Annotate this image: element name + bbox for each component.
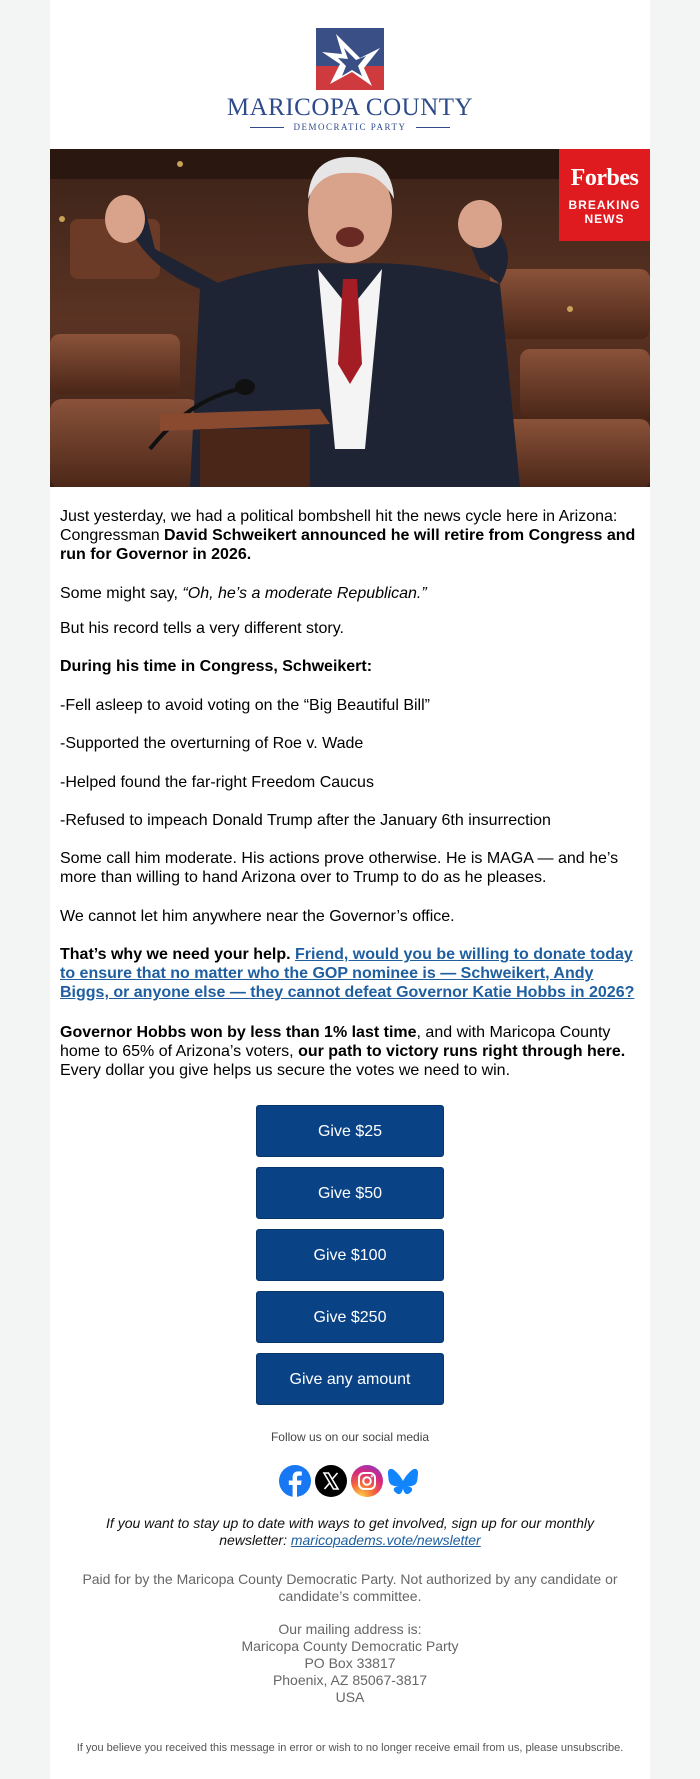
facebook-icon[interactable] <box>278 1464 312 1498</box>
record-item-2: -Supported the overturning of Roe v. Wade <box>60 735 364 752</box>
intro-line2-prefix: Congressman <box>60 527 165 544</box>
forbes-breaking-news-badge <box>559 149 650 241</box>
logo-rule-right <box>416 127 450 128</box>
donate-link[interactable]: Friend, would you be willing to donate today to ensure that no matter who the GOP nominee is — Schweikert, Andy Biggs, or anyone else — they cannot defeat Governor Katie Hobbs in 2026? <box>60 946 635 1001</box>
follow-social-text: Follow us on our social media <box>270 1430 430 1444</box>
forbes-logo: Forbes <box>570 165 639 191</box>
during-heading: During his time in Congress, Schweikert: <box>60 658 373 675</box>
quote-prefix: Some might say, <box>60 585 183 602</box>
record-paragraph: But his record tells a very different story. <box>60 620 344 637</box>
address-label: Our mailing address is: <box>278 1621 422 1637</box>
quote-text: “Oh, he’s a moderate Republican.” <box>182 585 427 602</box>
unsubscribe-text[interactable]: If you believe you received this message in error or wish to no longer receive email from us, please unsubscribe. <box>76 1742 624 1754</box>
address-po-box: PO Box 33817 <box>304 1655 396 1671</box>
hobbs-paragraph <box>60 1023 640 1080</box>
address-city: Phoenix, AZ 85067-3817 <box>272 1672 428 1688</box>
instagram-icon[interactable] <box>350 1464 384 1498</box>
quote-paragraph <box>60 584 640 603</box>
record-item-4: -Refused to impeach Donald Trump after the January 6th insurrection <box>60 812 551 829</box>
address-country: USA <box>335 1689 365 1705</box>
cannot-paragraph: We cannot let him anywhere near the Governor’s office. <box>60 908 455 925</box>
hobbs-middle: , and with Maricopa County home to 65% of Arizona’s voters, <box>60 1024 611 1060</box>
give-100-button[interactable]: Give $100 <box>256 1229 444 1281</box>
logo-subtitle: DEMOCRATIC PARTY <box>293 122 407 132</box>
help-bold: That’s why we need your help. <box>60 946 296 963</box>
hero-image[interactable] <box>50 149 650 487</box>
hobbs-bold-2: our path to victory runs right through here. <box>298 1043 626 1060</box>
paid-for-disclaimer: Paid for by the Maricopa County Democratic Party. Not authorized by any candidate or candidate’s committee. <box>82 1571 618 1604</box>
help-paragraph <box>60 945 640 1002</box>
give-25-button[interactable]: Give $25 <box>256 1105 444 1157</box>
hobbs-end: Every dollar you give helps us secure the votes we need to win. <box>60 1062 511 1079</box>
moderate-paragraph: Some call him moderate. His actions prove otherwise. He is MAGA — and he’s more than willing to hand Arizona over to Trump to do as he pleases. <box>60 850 619 886</box>
intro-line1: Just yesterday, we had a political bombshell hit the news cycle here in Arizona: <box>60 508 618 525</box>
newsletter-link[interactable]: maricopadems.vote/newsletter <box>290 1532 481 1548</box>
hobbs-bold-1: Governor Hobbs won by less than 1% last time <box>60 1024 417 1041</box>
logo-name: MARICOPA COUNTY <box>226 94 474 121</box>
give-250-button[interactable]: Give $250 <box>256 1291 444 1343</box>
mailing-address <box>60 1621 640 1706</box>
intro-paragraph <box>60 507 640 564</box>
newsletter-paragraph <box>90 1515 610 1549</box>
star-flag-icon <box>316 28 384 90</box>
record-item-3: -Helped found the far-right Freedom Caucus <box>60 774 374 791</box>
email-card <box>50 0 650 1779</box>
x-icon[interactable] <box>314 1464 348 1498</box>
badge-line-breaking: BREAKING <box>568 198 641 212</box>
newsletter-text: If you want to stay up to date with ways to get involved, sign up for our monthly newsletter: <box>106 1515 594 1548</box>
badge-line-news: NEWS <box>584 212 625 226</box>
party-logo[interactable] <box>50 28 650 140</box>
record-item-1: -Fell asleep to avoid voting on the “Big Beautiful Bill” <box>60 697 430 714</box>
intro-announcement: David Schweikert announced he will retire from Congress and run for Governor in 2026. <box>60 527 636 563</box>
address-org: Maricopa County Democratic Party <box>241 1638 459 1654</box>
give-any-amount-button[interactable]: Give any amount <box>256 1353 444 1405</box>
logo-subtitle-row <box>250 120 450 134</box>
give-50-button[interactable]: Give $50 <box>256 1167 444 1219</box>
bluesky-icon[interactable] <box>386 1464 420 1498</box>
